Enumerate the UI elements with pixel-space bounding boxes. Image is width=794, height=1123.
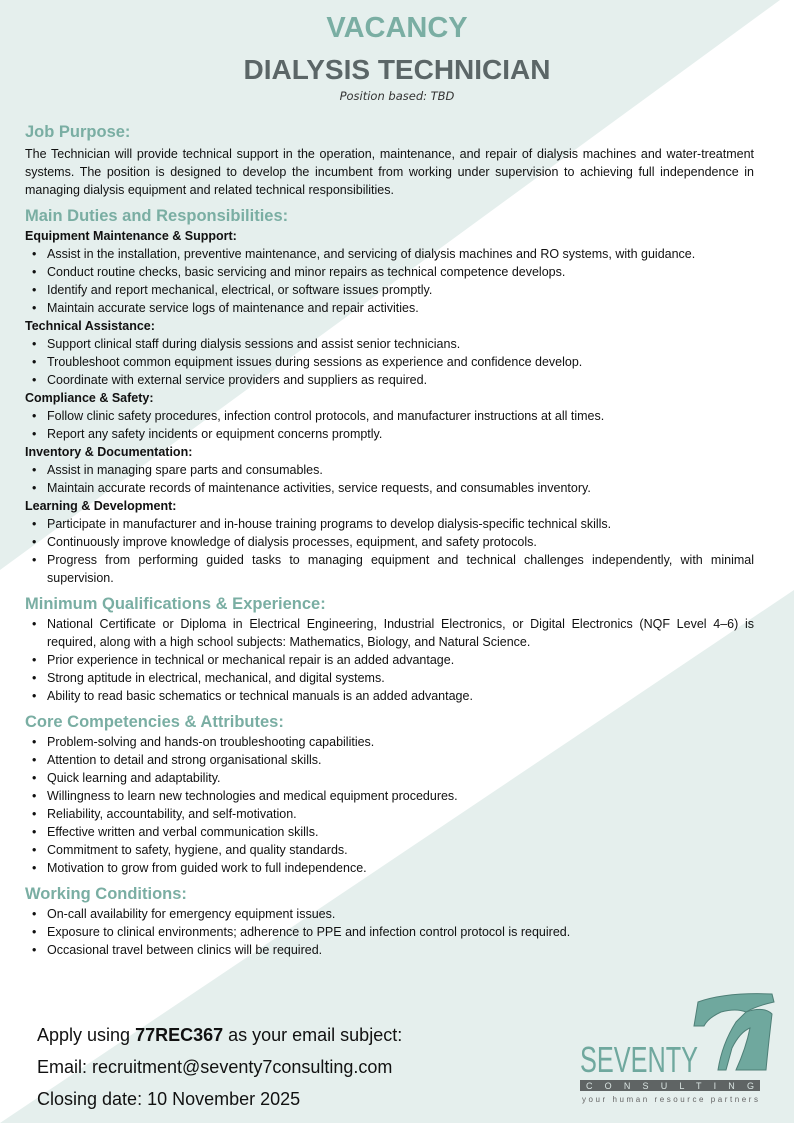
apply-prefix: Apply using	[37, 1025, 136, 1045]
duties-groups	[25, 227, 754, 587]
apply-info	[37, 1019, 402, 1115]
list-item: • Identify and report mechanical, electrical, or software issues promptly.	[47, 281, 754, 299]
list-item: • Progress from performing guided tasks to managing equipment and technical challenges independently, with minimal supervision.	[47, 551, 754, 587]
competencies-list	[25, 733, 754, 877]
logo-consulting: CONSULTING	[586, 1081, 754, 1091]
logo-seven-shape	[694, 994, 774, 1070]
competencies-heading: Core Competencies & Attributes:	[25, 713, 284, 731]
conditions-list	[25, 905, 754, 959]
job-purpose-text: The Technician will provide technical support in the operation, maintenance, and repair of dialysis machines and water-treatment systems. The position is designed to develop the incumbent from working under supervision to achieving full independence in managing dialysis equipment and related technical responsibilities.	[25, 147, 754, 197]
list-item: • Occasional travel between clinics will be required.	[47, 941, 754, 959]
duty-group-list	[25, 407, 754, 443]
conditions-heading: Working Conditions:	[25, 885, 187, 903]
logo-wordmark: SEVENTY	[580, 1039, 698, 1080]
list-item: • Prior experience in technical or mechanical repair is an added advantage.	[47, 651, 754, 669]
list-item: • Assist in the installation, preventive maintenance, and servicing of dialysis machines and RO systems, with guidance.	[47, 245, 754, 263]
list-item: • Participate in manufacturer and in-house training programs to develop dialysis-specific technical skills.	[47, 515, 754, 533]
list-item: • National Certificate or Diploma in Electrical Engineering, Industrial Electronics, or Digital Electronics (NQF Level 4–6) is required, along with a high school subjects: Mathematics, Biology, and Natural Science.	[47, 615, 754, 651]
closing-date: Closing date: 10 November 2025	[37, 1089, 301, 1109]
duty-group-title: Inventory & Documentation:	[25, 445, 193, 459]
list-item: • Motivation to grow from guided work to full independence.	[47, 859, 754, 877]
list-item: • Attention to detail and strong organisational skills.	[47, 751, 754, 769]
duty-group-list	[25, 335, 754, 389]
list-item: • On-call availability for emergency equipment issues.	[47, 905, 754, 923]
job-purpose-heading: Job Purpose:	[25, 123, 131, 141]
reference-code: 77REC367	[135, 1025, 224, 1045]
list-item: • Support clinical staff during dialysis sessions and assist senior technicians.	[47, 335, 754, 353]
list-item: • Ability to read basic schematics or technical manuals is an added advantage.	[47, 687, 754, 705]
duty-group-list	[25, 461, 754, 497]
duty-group-title: Compliance & Safety:	[25, 391, 154, 405]
list-item: • Continuously improve knowledge of dialysis processes, equipment, and safety protocols.	[47, 533, 754, 551]
position-title: DIALYSIS TECHNICIAN	[243, 54, 551, 85]
list-item: • Troubleshoot common equipment issues during sessions as experience and confidence develop.	[47, 353, 754, 371]
list-item: • Exposure to clinical environments; adherence to PPE and infection control protocol is required.	[47, 923, 754, 941]
vacancy-title: VACANCY	[326, 12, 468, 44]
duty-group-title: Technical Assistance:	[25, 319, 155, 333]
list-item: • Quick learning and adaptability.	[47, 769, 754, 787]
apply-email: Email: recruitment@seventy7consulting.com	[37, 1057, 393, 1077]
list-item: • Assist in managing spare parts and consumables.	[47, 461, 754, 479]
content	[25, 121, 754, 959]
list-item: • Conduct routine checks, basic servicing and minor repairs as technical competence develops.	[47, 263, 754, 281]
duty-group-title: Learning & Development:	[25, 499, 177, 513]
list-item: • Maintain accurate service logs of maintenance and repair activities.	[47, 299, 754, 317]
duty-group-title: Equipment Maintenance & Support:	[25, 229, 237, 243]
list-item: • Report any safety incidents or equipment concerns promptly.	[47, 425, 754, 443]
list-item: • Problem-solving and hands-on troubleshooting capabilities.	[47, 733, 754, 751]
duty-group-list	[25, 245, 754, 317]
list-item: • Strong aptitude in electrical, mechanical, and digital systems.	[47, 669, 754, 687]
list-item: • Willingness to learn new technologies and medical equipment procedures.	[47, 787, 754, 805]
list-item: • Follow clinic safety procedures, infection control protocols, and manufacturer instructions at all times.	[47, 407, 754, 425]
logo-tagline: your human resource partners	[582, 1095, 758, 1104]
list-item: • Effective written and verbal communication skills.	[47, 823, 754, 841]
position-location: Position based: TBD	[339, 89, 455, 103]
seventy7-logo	[578, 988, 778, 1108]
qualifications-heading: Minimum Qualifications & Experience:	[25, 595, 326, 613]
duties-heading: Main Duties and Responsibilities:	[25, 207, 289, 225]
list-item: • Maintain accurate records of maintenance activities, service requests, and consumables inventory.	[47, 479, 754, 497]
list-item: • Commitment to safety, hygiene, and quality standards.	[47, 841, 754, 859]
list-item: • Coordinate with external service providers and suppliers as required.	[47, 371, 754, 389]
list-item: • Reliability, accountability, and self-motivation.	[47, 805, 754, 823]
apply-suffix: as your email subject:	[223, 1025, 403, 1045]
duty-group-list	[25, 515, 754, 587]
qualifications-list	[25, 615, 754, 705]
apply-subject-line	[37, 1019, 402, 1051]
